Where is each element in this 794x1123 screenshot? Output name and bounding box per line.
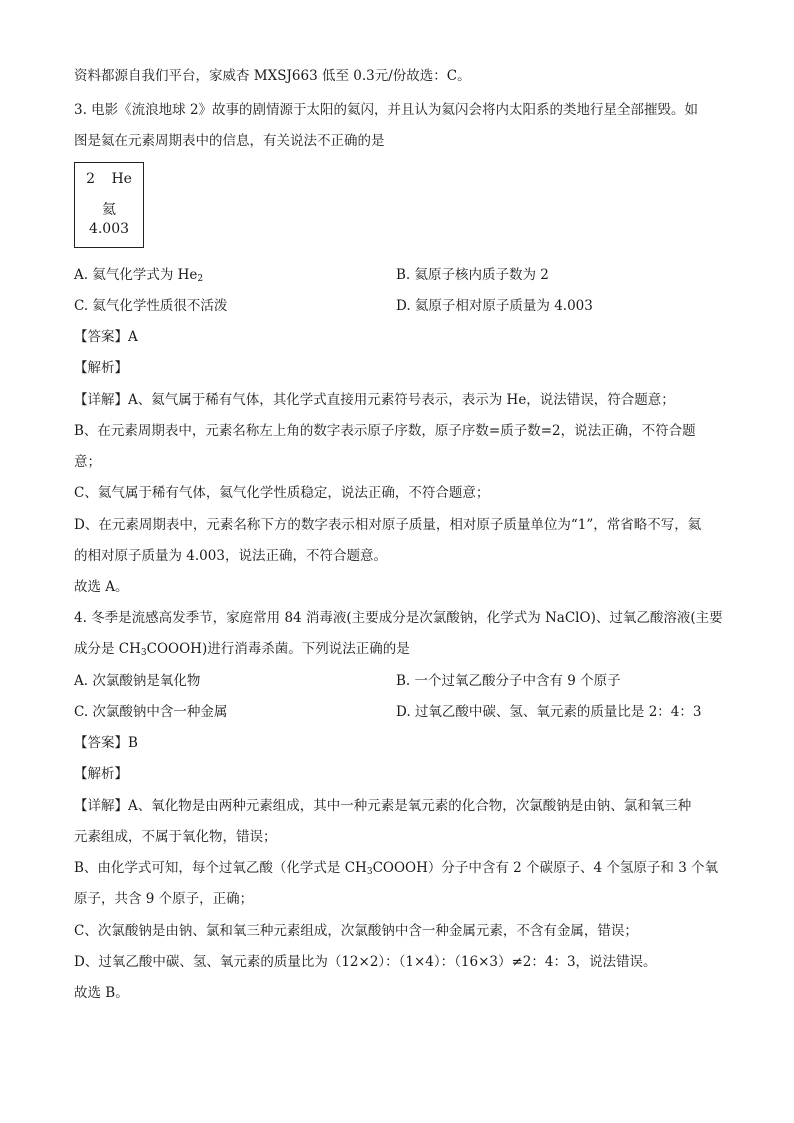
element-name: 氦 (102, 202, 116, 218)
q3-analysis-heading: 【解析】 (74, 360, 128, 376)
q4-detail-line: B、由化学式可知，每个过氧乙酸（化学式是 $CH_3COOOH$）分子中含有 2 个碳原子、4 个氢原子和 3 个氧 (74, 860, 719, 877)
element-atomic-number: 2 (86, 171, 95, 187)
q3-stem-line1: 3. 电影《流浪地球 2》故事的剧情源于太阳的氦闪，并且认为氦闪会将内太阳系的类地行星全部摧毁。如 (74, 102, 699, 118)
q4-answer: 【答案】B (74, 735, 138, 751)
q3-option-a: A. 氦气化学式为 $He_2$ (74, 267, 204, 284)
q3-conclusion: 故选 A。 (74, 579, 129, 595)
q4-option-c: C. 次氯酸钠中含一种金属 (74, 704, 228, 720)
q3-option-c: C. 氦气化学性质很不活泼 (74, 298, 228, 314)
element-symbol: He (111, 171, 132, 187)
q4-stem-line2: 成分是 $CH_3COOOH$)进行消毒杀菌。下列说法正确的是 (74, 641, 410, 658)
q4-stem-line1: 4. 冬季是流感高发季节，家庭常用 84 消毒液(主要成分是次氯酸钠，化学式为 NaClO)、过氧乙酸溶液(主要 (74, 610, 723, 626)
q4-detail-line: 【详解】A、氧化物是由两种元素组成，其中一种元素是氧元素的化合物，次氯酸钠是由钠、氯和氧三种 (74, 798, 692, 814)
helium-element-cell (74, 162, 144, 248)
q3-detail-line: 的相对原子质量为 4.003，说法正确，不符合题意。 (74, 548, 387, 564)
q4-detail-line: D、过氧乙酸中碳、氢、氧元素的质量比为（12×2）：（1×4）：（16×3）≠2：4：3，说法错误。 (74, 954, 657, 970)
intro-line: 资料都源自我们平台，家威杏 MXSJ663 低至 0.3元/份故选：C。 (74, 68, 471, 84)
q3-detail-line: C、氦气属于稀有气体，氦气化学性质稳定，说法正确，不符合题意； (74, 485, 490, 501)
q4-detail-line: 原子，共含 9 个原子，正确； (74, 891, 254, 907)
q3-option-b: B. 氦原子核内质子数为 2 (396, 267, 549, 283)
q3-detail-line: D、在元素周期表中，元素名称下方的数字表示相对原子质量，相对原子质量单位为“1”，常省略不写，氦 (74, 517, 702, 533)
q4-option-a: A. 次氯酸钠是氧化物 (74, 673, 201, 689)
q3-stem-line2: 图是氦在元素周期表中的信息，有关说法不正确的是 (74, 133, 385, 149)
q4-analysis-heading: 【解析】 (74, 766, 128, 782)
q4-option-d: D. 过氧乙酸中碳、氢、氧元素的质量比是 2：4：3 (396, 704, 702, 720)
q3-detail-line: 意； (74, 454, 101, 470)
q3-answer: 【答案】A (74, 329, 138, 345)
q4-detail-line: 元素组成，不属于氧化物，错误； (74, 829, 277, 845)
q4-conclusion: 故选 B。 (74, 985, 129, 1001)
element-mass: 4.003 (88, 221, 130, 237)
q4-option-b: B. 一个过氧乙酸分子中含有 9 个原子 (396, 673, 621, 689)
q3-option-d: D. 氦原子相对原子质量为 4.003 (396, 298, 593, 314)
q3-detail-line: 【详解】A、氦气属于稀有气体，其化学式直接用元素符号表示，表示为 He，说法错误，符合题意； (74, 392, 675, 408)
q3-detail-line: B、在元素周期表中，元素名称左上角的数字表示原子序数，原子序数=质子数=2，说法正确，不符合题 (74, 423, 696, 439)
q4-detail-line: C、次氯酸钠是由钠、氯和氧三种元素组成，次氯酸钠中含一种金属元素，不含有金属，错误； (74, 923, 638, 939)
